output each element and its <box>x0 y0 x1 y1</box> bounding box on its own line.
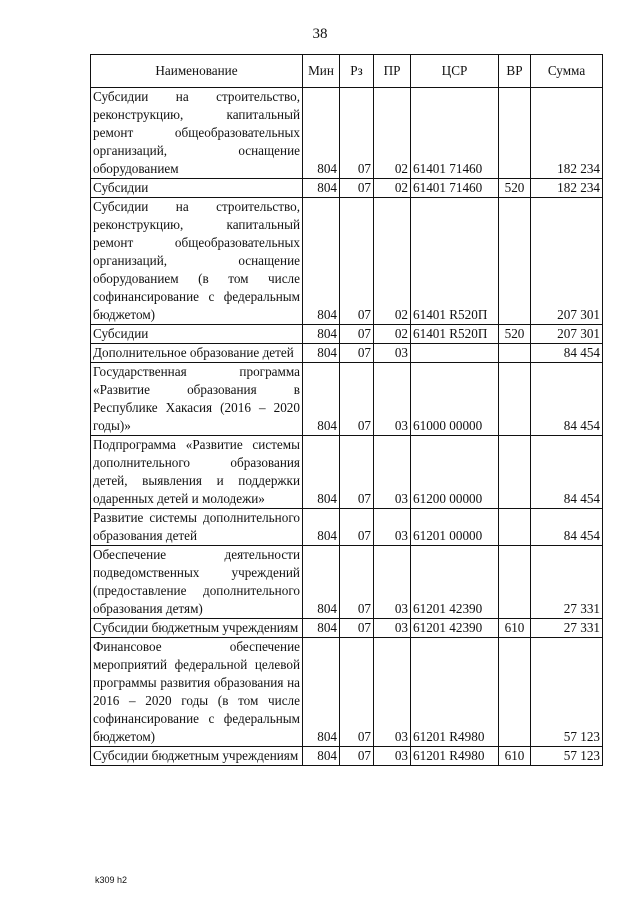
row-vr: 610 <box>499 619 531 638</box>
row-min: 804 <box>303 88 340 179</box>
row-sum: 207 301 <box>531 198 603 325</box>
header-min: Мин <box>303 55 340 88</box>
row-sum: 207 301 <box>531 325 603 344</box>
row-rz: 07 <box>340 546 374 619</box>
row-sum: 84 454 <box>531 436 603 509</box>
row-vr <box>499 638 531 747</box>
row-rz: 07 <box>340 509 374 546</box>
row-name: Субсидии на строительство, реконструкцию, капитальный ремонт общеобразовательных организаций, оснащение оборудованием <box>91 88 303 179</box>
row-sum: 57 123 <box>531 638 603 747</box>
row-vr <box>499 509 531 546</box>
row-pr: 03 <box>374 363 411 436</box>
row-pr: 03 <box>374 344 411 363</box>
row-pr: 02 <box>374 198 411 325</box>
row-csr: 61201 00000 <box>411 509 499 546</box>
row-min: 804 <box>303 325 340 344</box>
row-rz: 07 <box>340 344 374 363</box>
row-vr <box>499 88 531 179</box>
table-row <box>91 179 603 198</box>
row-rz: 07 <box>340 179 374 198</box>
row-vr <box>499 344 531 363</box>
row-name: Обеспечение деятельности подведомственных учреждений (предоставление дополнительного образования детям) <box>91 546 303 619</box>
row-name: Подпрограмма «Развитие системы дополнительного образования детей, выявления и поддержки одаренных детей и молодежи» <box>91 436 303 509</box>
row-pr: 02 <box>374 88 411 179</box>
row-vr <box>499 546 531 619</box>
row-pr: 03 <box>374 619 411 638</box>
row-min: 804 <box>303 509 340 546</box>
row-sum: 84 454 <box>531 363 603 436</box>
row-csr: 61201 42390 <box>411 619 499 638</box>
row-name: Государственная программа «Развитие образования в Республике Хакасия (2016 – 2020 годы)» <box>91 363 303 436</box>
row-min: 804 <box>303 546 340 619</box>
table-row <box>91 747 603 766</box>
row-name: Дополнительное образование детей <box>91 344 303 363</box>
row-vr: 520 <box>499 179 531 198</box>
header-vr: ВР <box>499 55 531 88</box>
row-rz: 07 <box>340 436 374 509</box>
table-row <box>91 363 603 436</box>
row-vr <box>499 436 531 509</box>
row-vr: 520 <box>499 325 531 344</box>
row-min: 804 <box>303 638 340 747</box>
row-vr: 610 <box>499 747 531 766</box>
row-csr: 61201 R4980 <box>411 747 499 766</box>
row-sum: 27 331 <box>531 619 603 638</box>
header-pr: ПР <box>374 55 411 88</box>
row-sum: 182 234 <box>531 88 603 179</box>
row-sum: 27 331 <box>531 546 603 619</box>
table-row <box>91 344 603 363</box>
row-rz: 07 <box>340 747 374 766</box>
row-rz: 07 <box>340 638 374 747</box>
row-pr: 03 <box>374 747 411 766</box>
table-row <box>91 88 603 179</box>
row-pr: 03 <box>374 436 411 509</box>
table-row <box>91 325 603 344</box>
row-name: Субсидии бюджетным учреждениям <box>91 747 303 766</box>
row-pr: 03 <box>374 638 411 747</box>
header-csr: ЦСР <box>411 55 499 88</box>
header-rz: Рз <box>340 55 374 88</box>
row-min: 804 <box>303 179 340 198</box>
table-header-row <box>91 55 603 88</box>
row-name: Субсидии <box>91 325 303 344</box>
row-sum: 84 454 <box>531 509 603 546</box>
row-vr <box>499 363 531 436</box>
row-rz: 07 <box>340 88 374 179</box>
row-name: Развитие системы дополнительного образования детей <box>91 509 303 546</box>
row-sum: 182 234 <box>531 179 603 198</box>
header-name: Наименование <box>91 55 303 88</box>
row-csr: 61401 R520П <box>411 325 499 344</box>
row-csr: 61200 00000 <box>411 436 499 509</box>
row-pr: 02 <box>374 325 411 344</box>
table-row <box>91 198 603 325</box>
row-name: Субсидии бюджетным учреждениям <box>91 619 303 638</box>
row-name: Субсидии на строительство, реконструкцию, капитальный ремонт общеобразовательных организаций, оснащение оборудованием (в том числе софинансирование с федеральным бюджетом) <box>91 198 303 325</box>
row-pr: 02 <box>374 179 411 198</box>
footer-code: k309 h2 <box>95 875 128 885</box>
row-csr: 61000 00000 <box>411 363 499 436</box>
row-sum: 57 123 <box>531 747 603 766</box>
row-name: Субсидии <box>91 179 303 198</box>
row-min: 804 <box>303 436 340 509</box>
row-rz: 07 <box>340 198 374 325</box>
row-min: 804 <box>303 363 340 436</box>
row-rz: 07 <box>340 619 374 638</box>
row-min: 804 <box>303 747 340 766</box>
row-csr: 61201 42390 <box>411 546 499 619</box>
row-min: 804 <box>303 619 340 638</box>
row-min: 804 <box>303 344 340 363</box>
row-pr: 03 <box>374 509 411 546</box>
row-csr: 61401 71460 <box>411 179 499 198</box>
budget-table <box>90 54 603 766</box>
table-row <box>91 509 603 546</box>
table-row <box>91 638 603 747</box>
row-min: 804 <box>303 198 340 325</box>
row-name: Финансовое обеспечение мероприятий федеральной целевой программы развития образования на 2016 – 2020 годы (в том числе софинансирование с федеральным бюджетом) <box>91 638 303 747</box>
row-csr: 61401 71460 <box>411 88 499 179</box>
table-row <box>91 619 603 638</box>
row-rz: 07 <box>340 363 374 436</box>
row-rz: 07 <box>340 325 374 344</box>
page-number: 38 <box>312 26 328 42</box>
row-csr: 61201 R4980 <box>411 638 499 747</box>
header-sum: Сумма <box>531 55 603 88</box>
table-row <box>91 436 603 509</box>
row-csr <box>411 344 499 363</box>
row-sum: 84 454 <box>531 344 603 363</box>
row-vr <box>499 198 531 325</box>
row-csr: 61401 R520П <box>411 198 499 325</box>
row-pr: 03 <box>374 546 411 619</box>
table-row <box>91 546 603 619</box>
